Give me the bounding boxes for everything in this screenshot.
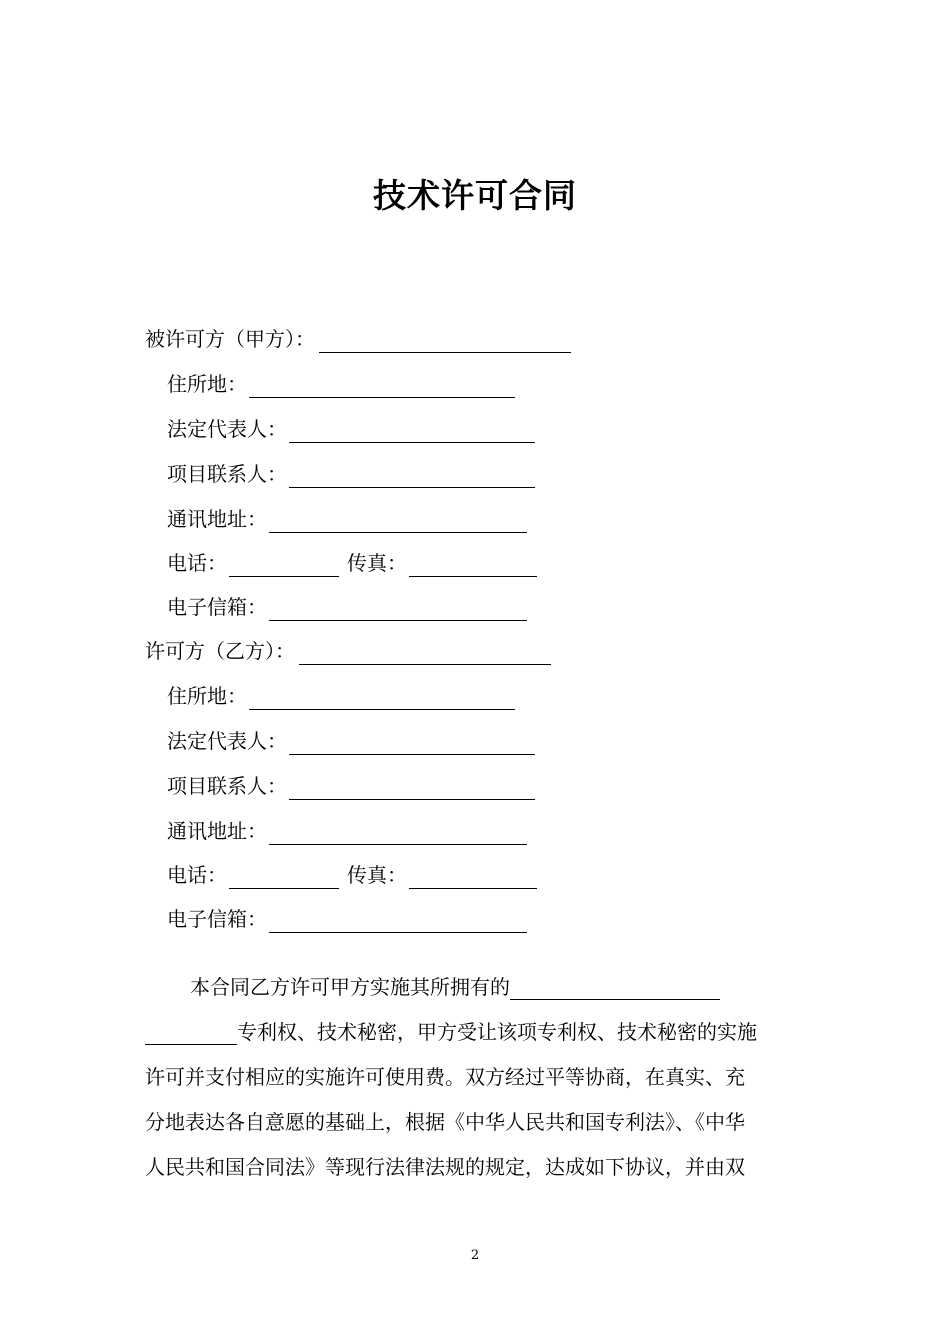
document-title: 技术许可合同: [373, 176, 577, 215]
party-a-heading-row: [145, 325, 571, 353]
party-a-email-label: 电子信箱：: [167, 595, 267, 619]
party-a-fax-field[interactable]: [409, 556, 537, 577]
page-number: 2: [470, 1248, 480, 1263]
party-a-phone-field[interactable]: [229, 556, 339, 577]
party-b-contact-label: 项目联系人：: [167, 774, 287, 798]
party-b-address-row: [167, 682, 515, 710]
party-a-email-field[interactable]: [269, 600, 527, 621]
party-b-name-field[interactable]: [299, 644, 551, 665]
party-a-name-field[interactable]: [319, 332, 571, 353]
party-a-rep-field[interactable]: [289, 422, 535, 443]
party-b-rep-row: [167, 727, 535, 755]
party-a-heading: 被许可方（甲方）：: [145, 327, 315, 351]
party-b-address-label: 住所地：: [167, 684, 247, 708]
party-b-email-field[interactable]: [269, 912, 527, 933]
body-line-4: 分地表达各自意愿的基础上，根据《中华人民共和国专利法》、《中华: [145, 1110, 745, 1134]
body-line-5: 人民共和国合同法》等现行法律法规的规定，达成如下协议，并由双: [145, 1155, 745, 1179]
party-b-mail-label: 通讯地址：: [167, 819, 267, 843]
party-a-phone-row: [167, 549, 537, 577]
party-b-phone-field[interactable]: [229, 868, 339, 889]
patent-name-field[interactable]: [510, 979, 720, 1000]
party-a-address-row: [167, 370, 515, 398]
patent-name-field-continued[interactable]: [145, 1024, 237, 1045]
party-a-address-label: 住所地：: [167, 372, 247, 396]
party-b-contact-row: [167, 772, 535, 800]
party-b-rep-label: 法定代表人：: [167, 729, 287, 753]
party-a-mail-field[interactable]: [269, 512, 527, 533]
party-b-rep-field[interactable]: [289, 734, 535, 755]
body-line-2: 专利权、技术秘密，甲方受让该项专利权、技术秘密的实施: [237, 1020, 757, 1044]
party-a-rep-row: [167, 415, 535, 443]
party-b-heading: 许可方（乙方）：: [145, 639, 295, 663]
party-b-contact-field[interactable]: [289, 779, 535, 800]
party-b-fax-label: 传真：: [347, 863, 407, 887]
party-b-mail-field[interactable]: [269, 824, 527, 845]
party-b-address-field[interactable]: [249, 689, 515, 710]
party-a-contact-row: [167, 460, 535, 488]
party-a-contact-label: 项目联系人：: [167, 462, 287, 486]
party-a-rep-label: 法定代表人：: [167, 417, 287, 441]
party-b-heading-row: [145, 637, 551, 665]
party-b-mail-row: [167, 817, 527, 845]
party-b-email-label: 电子信箱：: [167, 907, 267, 931]
party-b-phone-label: 电话：: [167, 863, 227, 887]
party-b-phone-row: [167, 861, 537, 889]
party-a-mail-label: 通讯地址：: [167, 507, 267, 531]
party-a-phone-label: 电话：: [167, 551, 227, 575]
party-b-fax-field[interactable]: [409, 868, 537, 889]
party-a-mail-row: [167, 505, 527, 533]
contract-body-paragraph: [145, 965, 807, 1190]
party-b-email-row: [167, 905, 527, 933]
party-a-fax-label: 传真：: [347, 551, 407, 575]
party-a-email-row: [167, 593, 527, 621]
body-line-3: 许可并支付相应的实施许可使用费。双方经过平等协商，在真实、充: [145, 1065, 745, 1089]
body-line-1: 本合同乙方许可甲方实施其所拥有的: [190, 975, 510, 999]
party-a-contact-field[interactable]: [289, 467, 535, 488]
party-a-address-field[interactable]: [249, 377, 515, 398]
